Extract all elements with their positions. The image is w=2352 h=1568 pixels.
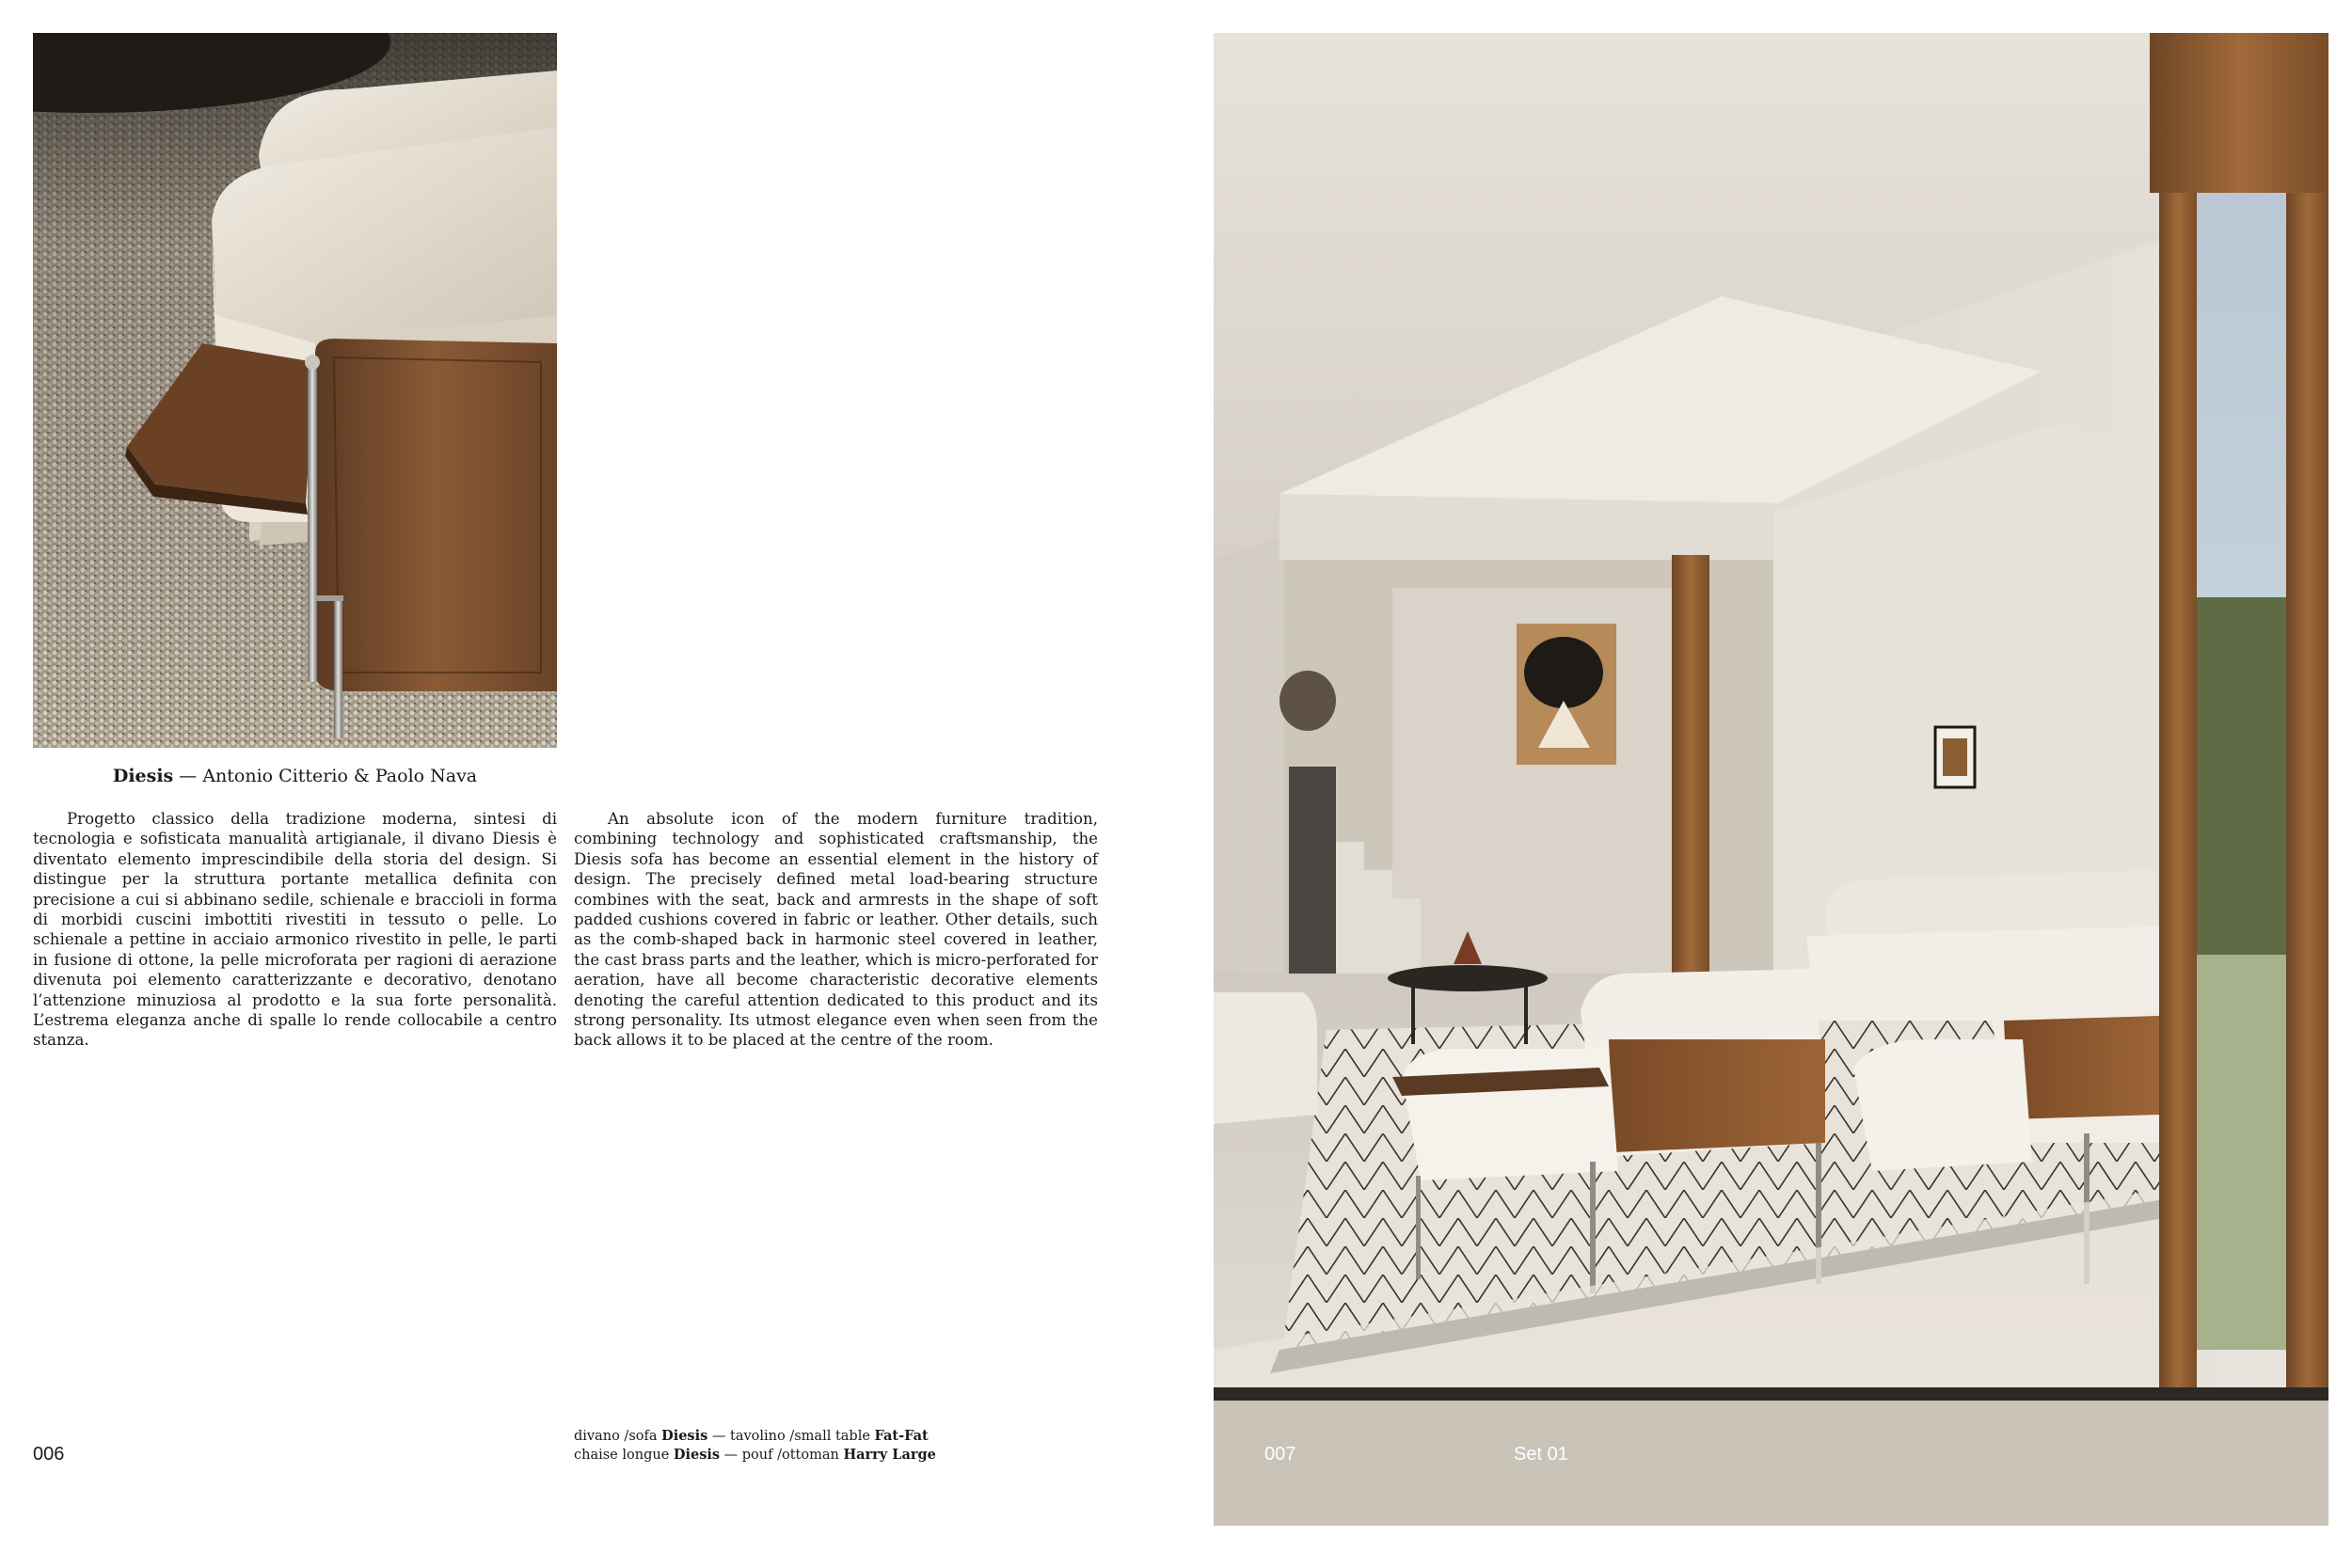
body-text-italian: Progetto classico della tradizione moderna, sintesi di tecnologia e sofisticata manualità artigianale, il divano Diesis è diventato elemento imprescindibile della storia del design. Si distingue per la struttura portante metallica definita con precisione a cui si abbinano sedile, schienale e braccioli in forma di morbidi cuscini imbottiti rivestiti in tessuto o pelle. Lo schienale a pettine in acciaio armonico rivestito in pelle, le parti in fusione di ottone, la pelle microforata per ragioni di aerazione divenuta poi elemento caratterizzante e decorativo, denotano l’attenzione minuziosa al prodotto e la sua forte personalità. L’estrema eleganza anche di spalle lo rende collocabile a centro stanza. — [33, 810, 557, 1050]
interior-photo — [1214, 33, 2328, 1526]
product-caption — [33, 766, 557, 786]
page-number-left: 006 — [33, 1444, 65, 1465]
set-label: Set 01 — [1514, 1444, 1568, 1465]
page-number-right: 007 — [1264, 1444, 1296, 1465]
body-text-english: An absolute icon of the modern furniture tradition, combining technology and sophisticated craftsmanship, the Diesis sofa has become an essential element in the history of design. The precisely defined metal load-bearing structure combines with the seat, back and armrests in the shape of soft padded cushions covered in fabric or leather. Other details, such as the comb-shaped back in harmonic steel covered in leather, the cast brass parts and the leather, which is micro-perforated for aeration, have all become characteristic decorative elements denoting the careful attention dedicated to this product and its strong personality. Its utmost elegance even when seen from the back allows it to be placed at the centre of the room. — [574, 810, 1098, 1050]
designer-names: — Antonio Citterio & Paolo Nava — [173, 766, 478, 786]
credit-line-1: divano /sofa Diesis — tavolino /small table Fat-Fat — [574, 1428, 929, 1444]
credit-line-2: chaise longue Diesis — pouf /ottoman Harry Large — [574, 1447, 936, 1463]
product-name: Diesis — [112, 766, 174, 786]
chair-detail-photo — [33, 33, 557, 748]
photo-credits — [574, 1427, 936, 1465]
